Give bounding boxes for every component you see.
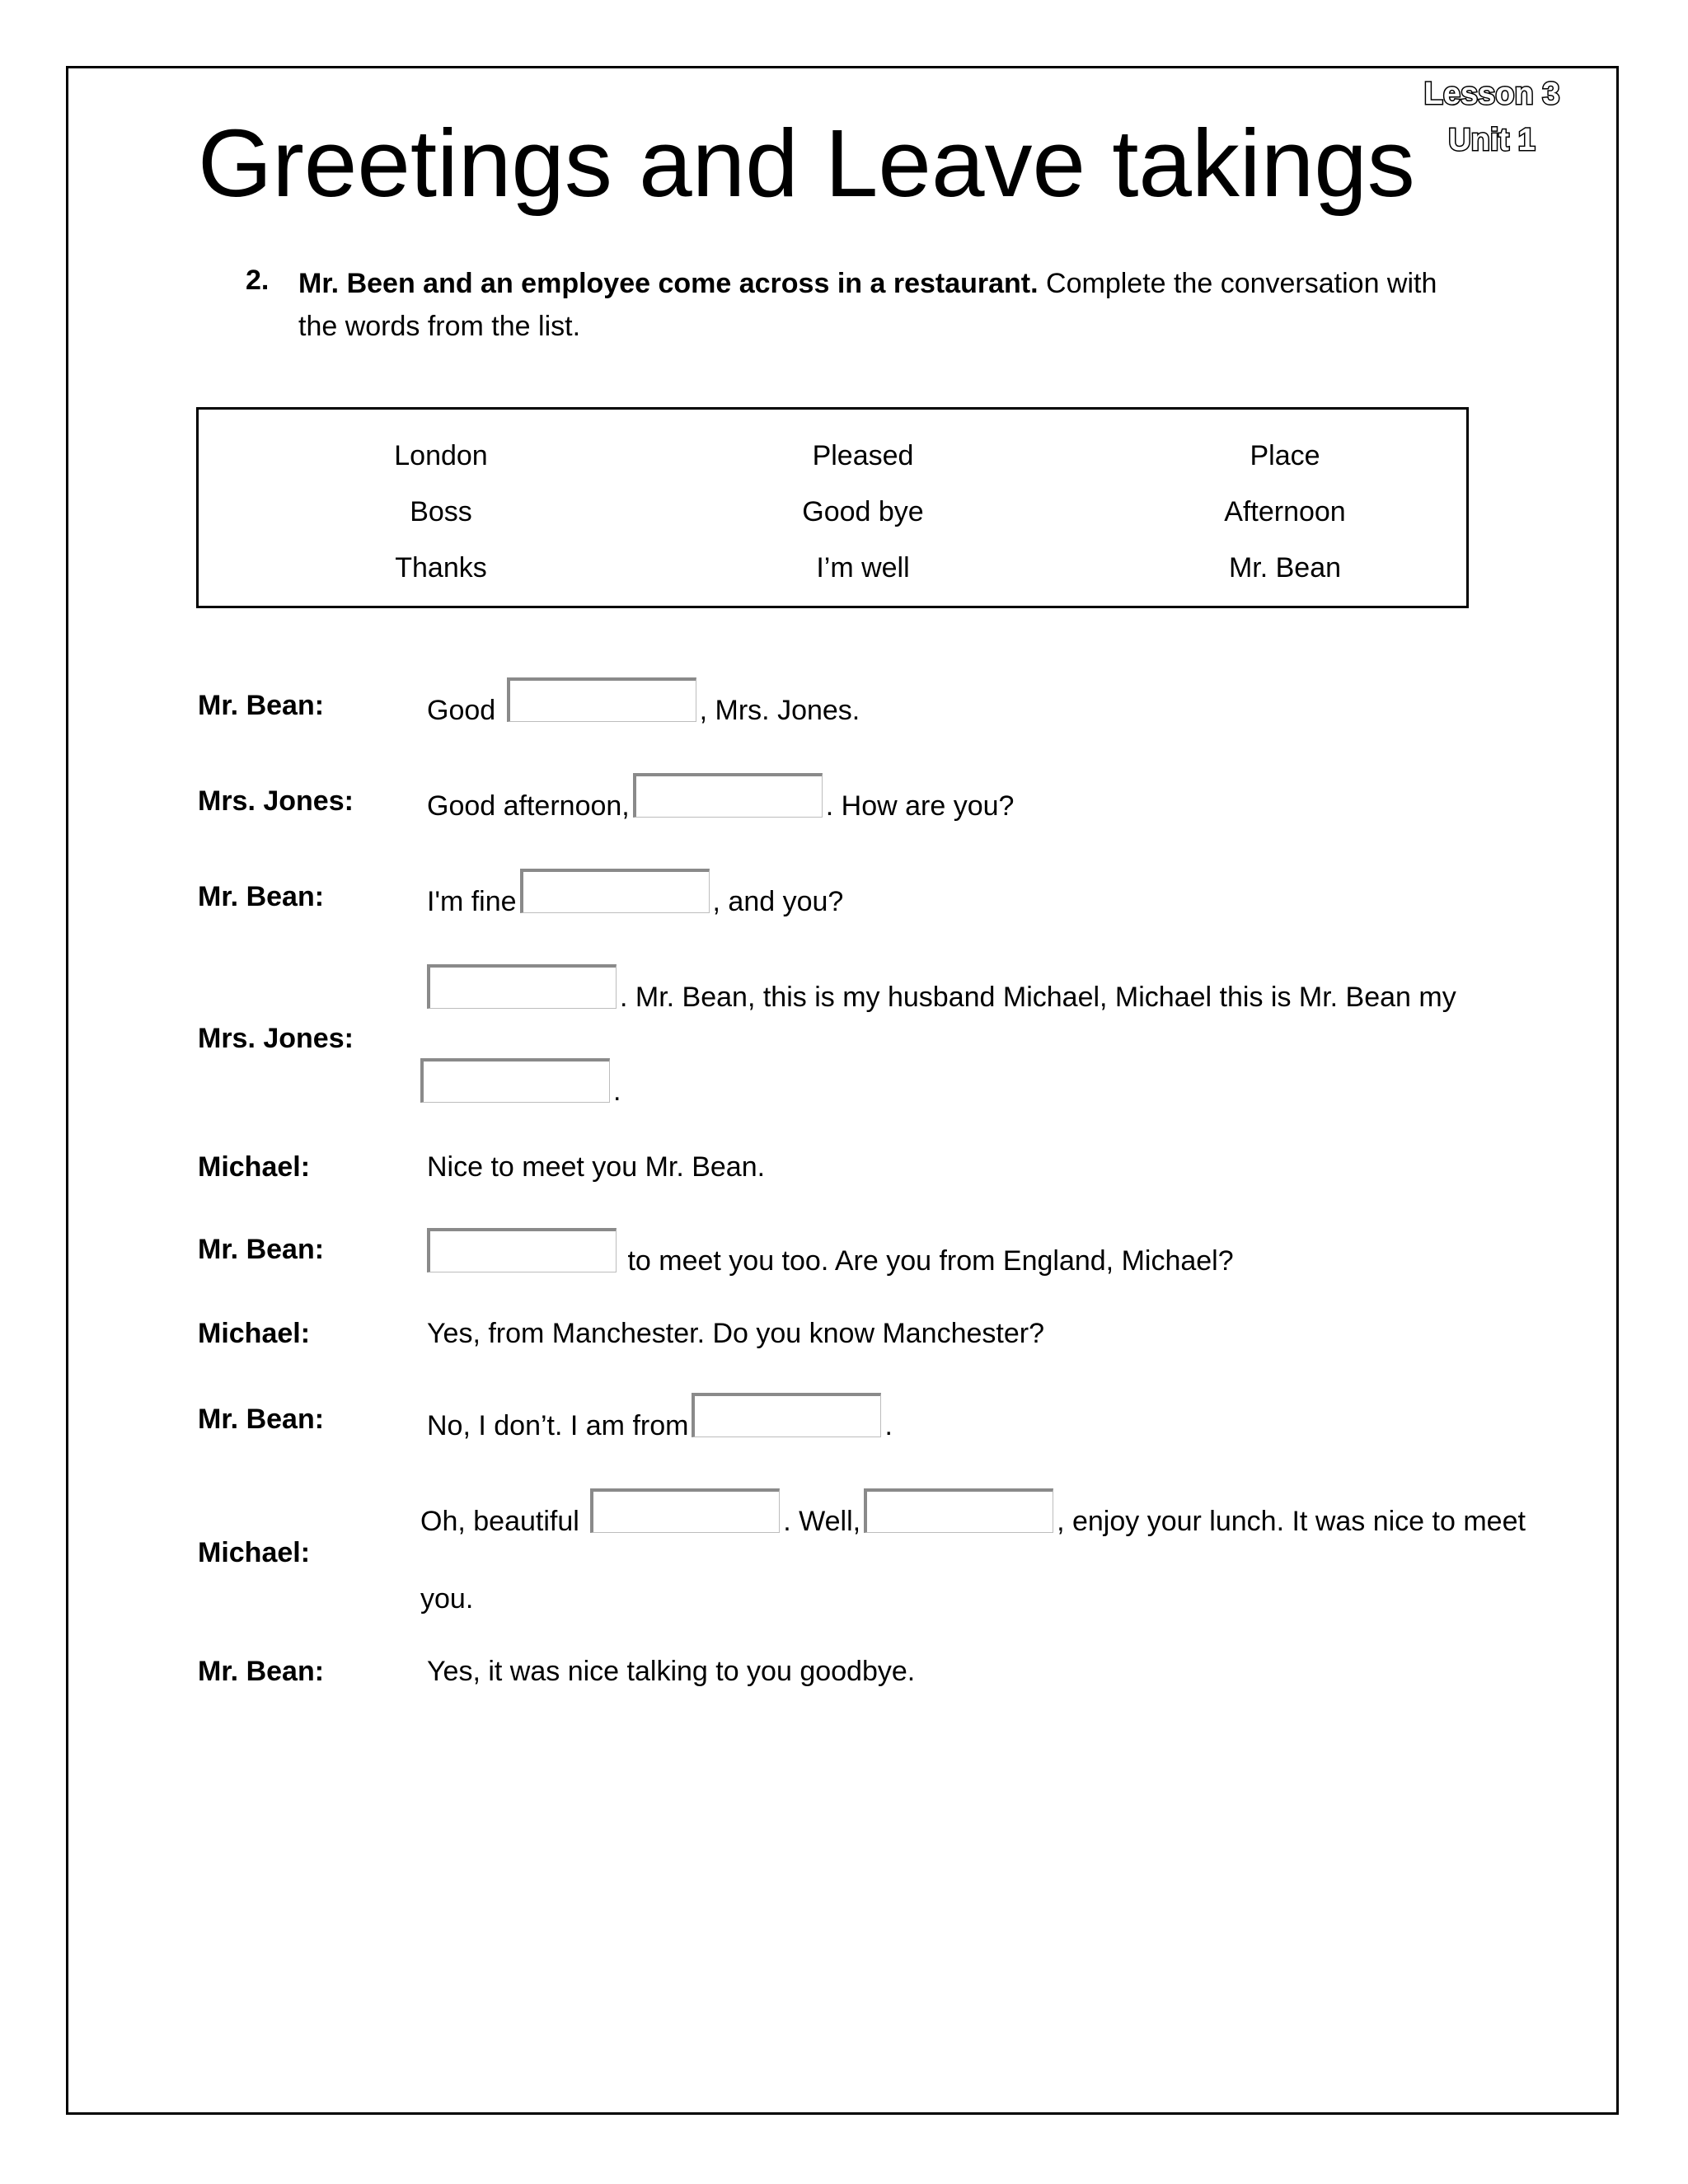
dialogue-line: Yes, from Manchester. Do you know Manchester?	[427, 1318, 1044, 1349]
speaker-label: Mr. Bean:	[198, 690, 325, 721]
instruction-bold: Mr. Been and an employee come across in a restaurant.	[298, 268, 1039, 299]
answer-blank[interactable]	[692, 1393, 881, 1437]
page-border	[66, 66, 1619, 2115]
answer-blank[interactable]	[590, 1488, 780, 1533]
word-mr-bean: Mr. Bean	[1228, 552, 1342, 583]
word-im-well: I’m well	[816, 552, 910, 583]
line-text: , Mrs. Jones.	[699, 695, 860, 726]
lesson-unit-badge	[1401, 71, 1582, 163]
speaker-label: Michael:	[198, 1151, 311, 1183]
word-place: Place	[1250, 440, 1320, 471]
answer-blank[interactable]	[633, 773, 823, 818]
unit-label: Unit 1	[1448, 123, 1536, 157]
speaker-label: Michael:	[198, 1318, 311, 1349]
speaker-label: Mr. Bean:	[198, 881, 325, 912]
dialogue-line: you.	[420, 1583, 474, 1615]
line-text: Good	[427, 695, 496, 726]
line-text: . Well,	[783, 1506, 861, 1537]
speaker-label: Mrs. Jones:	[198, 1023, 354, 1054]
dialogue-line	[420, 1488, 1526, 1540]
dialogue-line	[427, 773, 1014, 824]
instruction-number: 2.	[246, 265, 270, 296]
answer-blank[interactable]	[427, 964, 617, 1009]
instruction-text	[298, 262, 1477, 348]
dialogue-line	[427, 1228, 1234, 1279]
dialogue-line: Nice to meet you Mr. Bean.	[427, 1151, 766, 1183]
word-afternoon: Afternoon	[1224, 496, 1346, 527]
answer-blank[interactable]	[420, 1058, 610, 1103]
speaker-label: Mr. Bean:	[198, 1404, 325, 1435]
line-text: . How are you?	[825, 790, 1015, 822]
dialogue-line	[420, 1058, 621, 1109]
line-text: .	[884, 1410, 893, 1441]
line-text: . Mr. Bean, this is my husband Michael, Michael this is Mr. Bean my	[620, 982, 1456, 1013]
line-text: Oh, beautiful	[420, 1506, 579, 1537]
line-text: to meet you too. Are you from England, Michael?	[627, 1245, 1234, 1277]
dialogue-line	[427, 677, 860, 729]
word-thanks: Thanks	[395, 552, 487, 583]
line-text: .	[613, 1076, 621, 1107]
line-text: I'm fine	[427, 886, 517, 917]
line-text: No, I don’t. I am from	[427, 1410, 689, 1441]
lesson-label: Lesson 3	[1423, 77, 1560, 111]
speaker-label: Mr. Bean:	[198, 1234, 325, 1265]
word-london: London	[394, 440, 488, 471]
speaker-label: Mrs. Jones:	[198, 785, 354, 817]
line-text: , and you?	[712, 886, 844, 917]
line-text: Good afternoon,	[427, 790, 630, 822]
word-boss: Boss	[410, 496, 472, 527]
speaker-label: Mr. Bean:	[198, 1656, 325, 1687]
word-good-bye: Good bye	[802, 496, 924, 527]
line-text: , enjoy your lunch. It was nice to meet	[1057, 1506, 1526, 1537]
answer-blank[interactable]	[520, 869, 710, 913]
dialogue-line	[427, 869, 843, 920]
instruction-plain: Complete the conversation with the words from the list.	[298, 268, 1437, 342]
dialogue-line	[427, 964, 1456, 1015]
page-title: Greetings and Leave takings	[198, 110, 1415, 217]
answer-blank[interactable]	[427, 1228, 617, 1272]
answer-blank[interactable]	[507, 677, 696, 722]
word-list-box	[196, 407, 1469, 608]
answer-blank[interactable]	[864, 1488, 1053, 1533]
word-pleased: Pleased	[812, 440, 914, 471]
speaker-label: Michael:	[198, 1537, 311, 1568]
dialogue-line	[427, 1393, 893, 1444]
dialogue-line: Yes, it was nice talking to you goodbye.	[427, 1656, 916, 1687]
